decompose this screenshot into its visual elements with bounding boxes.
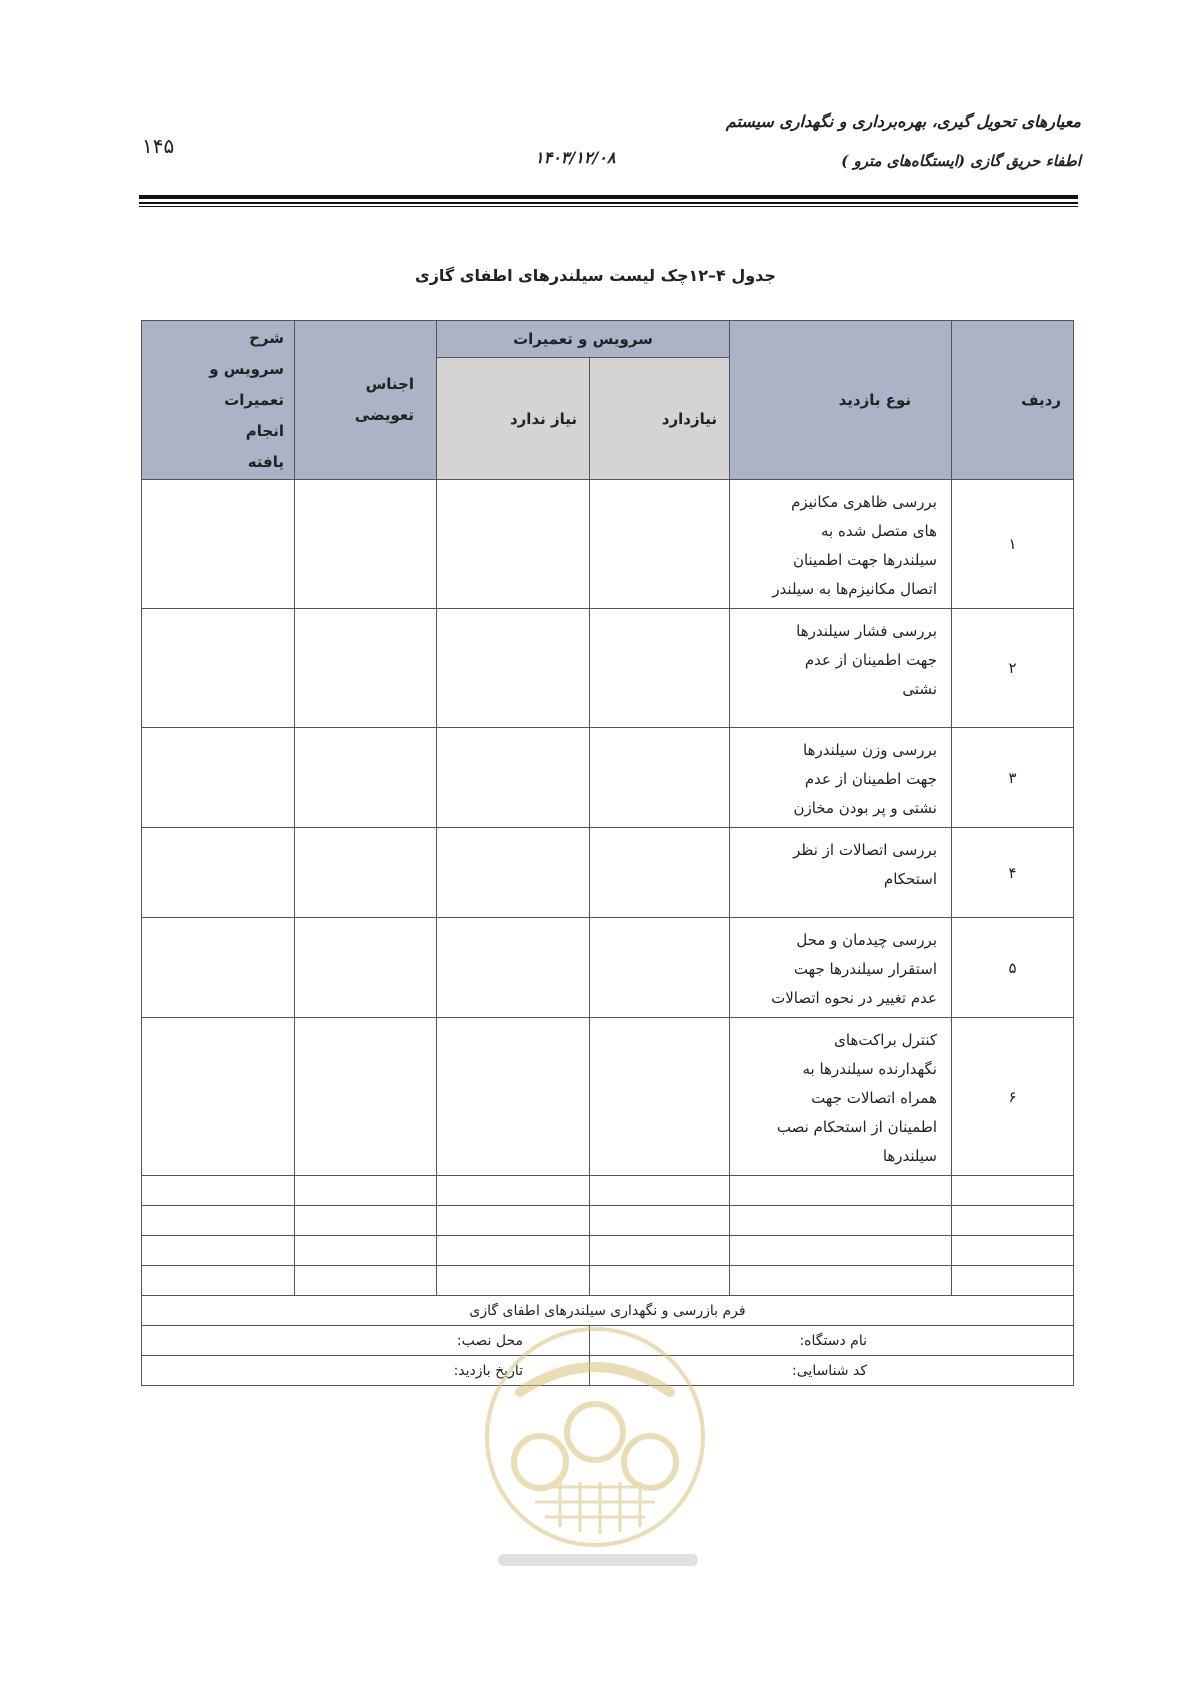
empty-cell[interactable]	[142, 1266, 295, 1296]
cell-description[interactable]	[142, 1018, 295, 1176]
header-rule	[139, 202, 1078, 204]
cell-description[interactable]	[142, 728, 295, 828]
cell-parts[interactable]	[295, 609, 437, 728]
cell-needs[interactable]	[590, 728, 730, 828]
table-row	[142, 480, 1074, 609]
cell-description[interactable]	[142, 828, 295, 918]
empty-row	[142, 1236, 1074, 1266]
visit-date-field[interactable]: تاریخ بازدید:	[142, 1356, 590, 1386]
empty-cell[interactable]	[730, 1206, 952, 1236]
empty-cell[interactable]	[437, 1206, 590, 1236]
row-visit-description: بررسی فشار سیلندرها جهت اطمینان از عدم نشتی	[730, 609, 952, 728]
header-service-group: سرویس و تعمیرات	[437, 321, 730, 358]
empty-cell[interactable]	[952, 1266, 1074, 1296]
row-number: ۳	[952, 728, 1074, 828]
cell-parts[interactable]	[295, 728, 437, 828]
empty-cell[interactable]	[730, 1266, 952, 1296]
install-location-field[interactable]: محل نصب:	[142, 1326, 590, 1356]
row-number: ۶	[952, 1018, 1074, 1176]
row-number: ۲	[952, 609, 1074, 728]
table-row	[142, 828, 1074, 918]
header-rule	[139, 206, 1078, 207]
cell-parts[interactable]	[295, 480, 437, 609]
empty-cell[interactable]	[142, 1176, 295, 1206]
cell-needs[interactable]	[590, 609, 730, 728]
device-name-field[interactable]: نام دستگاه:	[590, 1326, 1074, 1356]
empty-cell[interactable]	[952, 1176, 1074, 1206]
empty-cell[interactable]	[590, 1176, 730, 1206]
row-visit-description: بررسی وزن سیلندرها جهت اطمینان از عدم نشتی و پر بودن مخازن	[730, 728, 952, 828]
watermark-logo	[480, 1322, 710, 1552]
document-title: معیارهای تحویل گیری، بهره‌برداری و نگهداری سیستم	[725, 112, 1081, 131]
header-no-need: نیاز ندارد	[437, 358, 590, 480]
empty-cell[interactable]	[952, 1206, 1074, 1236]
cell-description[interactable]	[142, 609, 295, 728]
empty-cell[interactable]	[590, 1266, 730, 1296]
table-caption: جدول ۴–۱۲چک لیست سیلندرهای اطفای گازی	[415, 266, 776, 285]
table-row	[142, 1018, 1074, 1176]
row-number: ۴	[952, 828, 1074, 918]
cell-no-need[interactable]	[437, 480, 590, 609]
empty-cell[interactable]	[295, 1176, 437, 1206]
empty-row	[142, 1176, 1074, 1206]
document-subtitle: اطفاء حریق گازی (ایستگاه‌های مترو )	[841, 152, 1081, 170]
empty-cell[interactable]	[142, 1236, 295, 1266]
table-row	[142, 728, 1074, 828]
header-rule	[139, 195, 1078, 199]
header-visit-type: نوع بازدید	[730, 321, 952, 480]
checklist-table	[141, 320, 1074, 1386]
table-row	[142, 918, 1074, 1018]
header-replacement-parts: اجناس تعویضی	[295, 321, 437, 480]
watermark-site	[498, 1548, 698, 1572]
empty-cell[interactable]	[952, 1236, 1074, 1266]
row-visit-description: بررسی ظاهری مکانیزم های متصل شده به سیلندرها جهت اطمینان اتصال مکانیزم‌ها به سیلندر	[730, 480, 952, 609]
header-radif: ردیف	[952, 321, 1074, 480]
cell-no-need[interactable]	[437, 828, 590, 918]
empty-cell[interactable]	[437, 1236, 590, 1266]
cell-no-need[interactable]	[437, 918, 590, 1018]
row-visit-description: بررسی اتصالات از نظر استحکام	[730, 828, 952, 918]
empty-row	[142, 1266, 1074, 1296]
row-number: ۱	[952, 480, 1074, 609]
cell-needs[interactable]	[590, 480, 730, 609]
cell-no-need[interactable]	[437, 728, 590, 828]
empty-cell[interactable]	[437, 1176, 590, 1206]
id-code-field[interactable]: کد شناسایی:	[590, 1356, 1074, 1386]
header-description: شرح سرویس و تعمیرات انجام یافته	[142, 321, 295, 480]
cell-needs[interactable]	[590, 828, 730, 918]
document-date: ۱۴۰۳/۱۲/۰۸	[535, 148, 616, 167]
cell-no-need[interactable]	[437, 1018, 590, 1176]
empty-cell[interactable]	[295, 1236, 437, 1266]
empty-cell[interactable]	[437, 1266, 590, 1296]
row-visit-description: کنترل براکت‌های نگهدارنده سیلندرها به همراه اتصالات جهت اطمینان از استحکام نصب سیلندرها	[730, 1018, 952, 1176]
cell-parts[interactable]	[295, 1018, 437, 1176]
empty-cell[interactable]	[730, 1236, 952, 1266]
cell-parts[interactable]	[295, 828, 437, 918]
empty-cell[interactable]	[142, 1206, 295, 1236]
cell-description[interactable]	[142, 480, 295, 609]
page-number: ۱۴۵	[142, 134, 175, 158]
form-title: فرم بازرسی و نگهداری سیلندرهای اطفای گازی	[142, 1296, 1074, 1326]
cell-description[interactable]	[142, 918, 295, 1018]
empty-cell[interactable]	[730, 1176, 952, 1206]
empty-cell[interactable]	[590, 1236, 730, 1266]
row-number: ۵	[952, 918, 1074, 1018]
cell-parts[interactable]	[295, 918, 437, 1018]
header-needs: نیازدارد	[590, 358, 730, 480]
empty-row	[142, 1206, 1074, 1236]
row-visit-description: بررسی چیدمان و محل استقرار سیلندرها جهت عدم تغییر در نحوه اتصالات	[730, 918, 952, 1018]
cell-needs[interactable]	[590, 918, 730, 1018]
cell-no-need[interactable]	[437, 609, 590, 728]
empty-cell[interactable]	[295, 1206, 437, 1236]
empty-cell[interactable]	[295, 1266, 437, 1296]
table-row	[142, 609, 1074, 728]
cell-needs[interactable]	[590, 1018, 730, 1176]
empty-cell[interactable]	[590, 1206, 730, 1236]
